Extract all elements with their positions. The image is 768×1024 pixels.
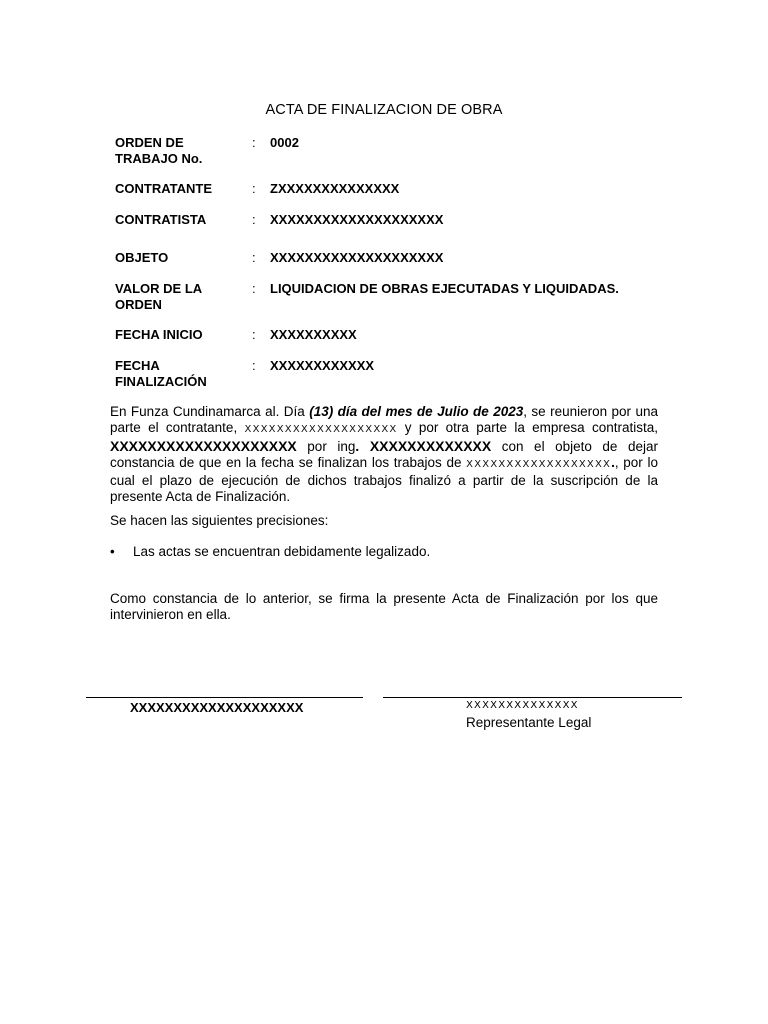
field-value: XXXXXXXXXXXXXXXXXXXX xyxy=(270,250,444,265)
field-label-line1: ORDEN DE xyxy=(115,135,184,150)
field-label-line2: FINALIZACIÓN xyxy=(115,373,207,389)
signature-line-left xyxy=(86,697,363,698)
field-label: FECHA INICIO xyxy=(115,327,203,342)
ingeniero-name: XXXXXXXXXXXXX xyxy=(359,438,492,454)
field-colon: : xyxy=(252,250,256,265)
body-text: y por otra parte la empresa contratista, xyxy=(397,420,658,435)
field-label-line2: ORDEN xyxy=(115,296,162,312)
date-text: (13) día del mes de Julio de 2023 xyxy=(309,404,524,419)
field-label: CONTRATISTA xyxy=(115,212,207,227)
field-label xyxy=(115,358,240,389)
document-title: ACTA DE FINALIZACION DE OBRA xyxy=(265,102,503,118)
field-value: 0002 xyxy=(270,135,299,150)
field-label-line2: TRABAJO No. xyxy=(115,150,203,166)
signature-line-right xyxy=(383,697,682,698)
field-label-line1: FECHA xyxy=(115,358,160,373)
field-colon: : xyxy=(252,327,256,342)
field-value: LIQUIDACION DE OBRAS EJECUTADAS Y LIQUIDADAS. xyxy=(270,281,619,296)
body-text: por ing xyxy=(296,439,356,454)
field-colon: : xyxy=(252,212,256,227)
body-paragraph-precisiones: Se hacen las siguientes precisiones: xyxy=(110,513,329,528)
body-paragraph-constancia: Como constancia de lo anterior, se firma la presente Acta de Finalización por los que intervinieron en ella. xyxy=(110,591,658,622)
contratista-name: XXXXXXXXXXXXXXXXXXXX xyxy=(110,438,297,454)
field-value: XXXXXXXXXXXX xyxy=(270,358,375,373)
body-text: con el objeto de dejar constancia de que en la fecha se finalizan los trabajos de xyxy=(110,439,658,470)
field-value: XXXXXXXXXX xyxy=(270,327,357,342)
signature-role-right: Representante Legal xyxy=(466,715,592,730)
body-text: . xyxy=(355,439,360,454)
field-value: XXXXXXXXXXXXXXXXXXXX xyxy=(270,212,444,227)
bullet-icon: • xyxy=(110,544,115,559)
field-colon: : xyxy=(252,358,256,373)
field-label xyxy=(115,281,240,312)
field-colon: : xyxy=(252,281,256,296)
field-colon: : xyxy=(252,181,256,196)
bullet-text: Las actas se encuentran debidamente legalizado. xyxy=(133,544,431,559)
field-value: ZXXXXXXXXXXXXXX xyxy=(270,181,400,196)
field-label: OBJETO xyxy=(115,250,169,265)
body-text: , por lo cual el plazo de ejecución de dichos trabajos finalizó a partir de la suscripción de la presente Acta de Finalización. xyxy=(110,455,658,504)
field-colon: : xyxy=(252,135,256,150)
body-paragraph-main xyxy=(110,404,658,505)
field-label: CONTRATANTE xyxy=(115,181,213,196)
trabajos-placeholder: XXXXXXXXXXXXXXXXXX xyxy=(466,459,612,470)
body-text: . xyxy=(611,455,615,470)
contratante-placeholder: XXXXXXXXXXXXXXXXXXX xyxy=(244,424,398,435)
field-label-line1: VALOR DE LA xyxy=(115,281,203,296)
body-text: , se reunieron por una parte el contratante, xyxy=(110,404,658,435)
field-label xyxy=(115,135,240,166)
signature-name-left: XXXXXXXXXXXXXXXXXXXX xyxy=(130,700,304,715)
body-text: En Funza Cundinamarca al. Día xyxy=(110,404,310,419)
signature-name-right: XXXXXXXXXXXXXX xyxy=(466,700,579,711)
